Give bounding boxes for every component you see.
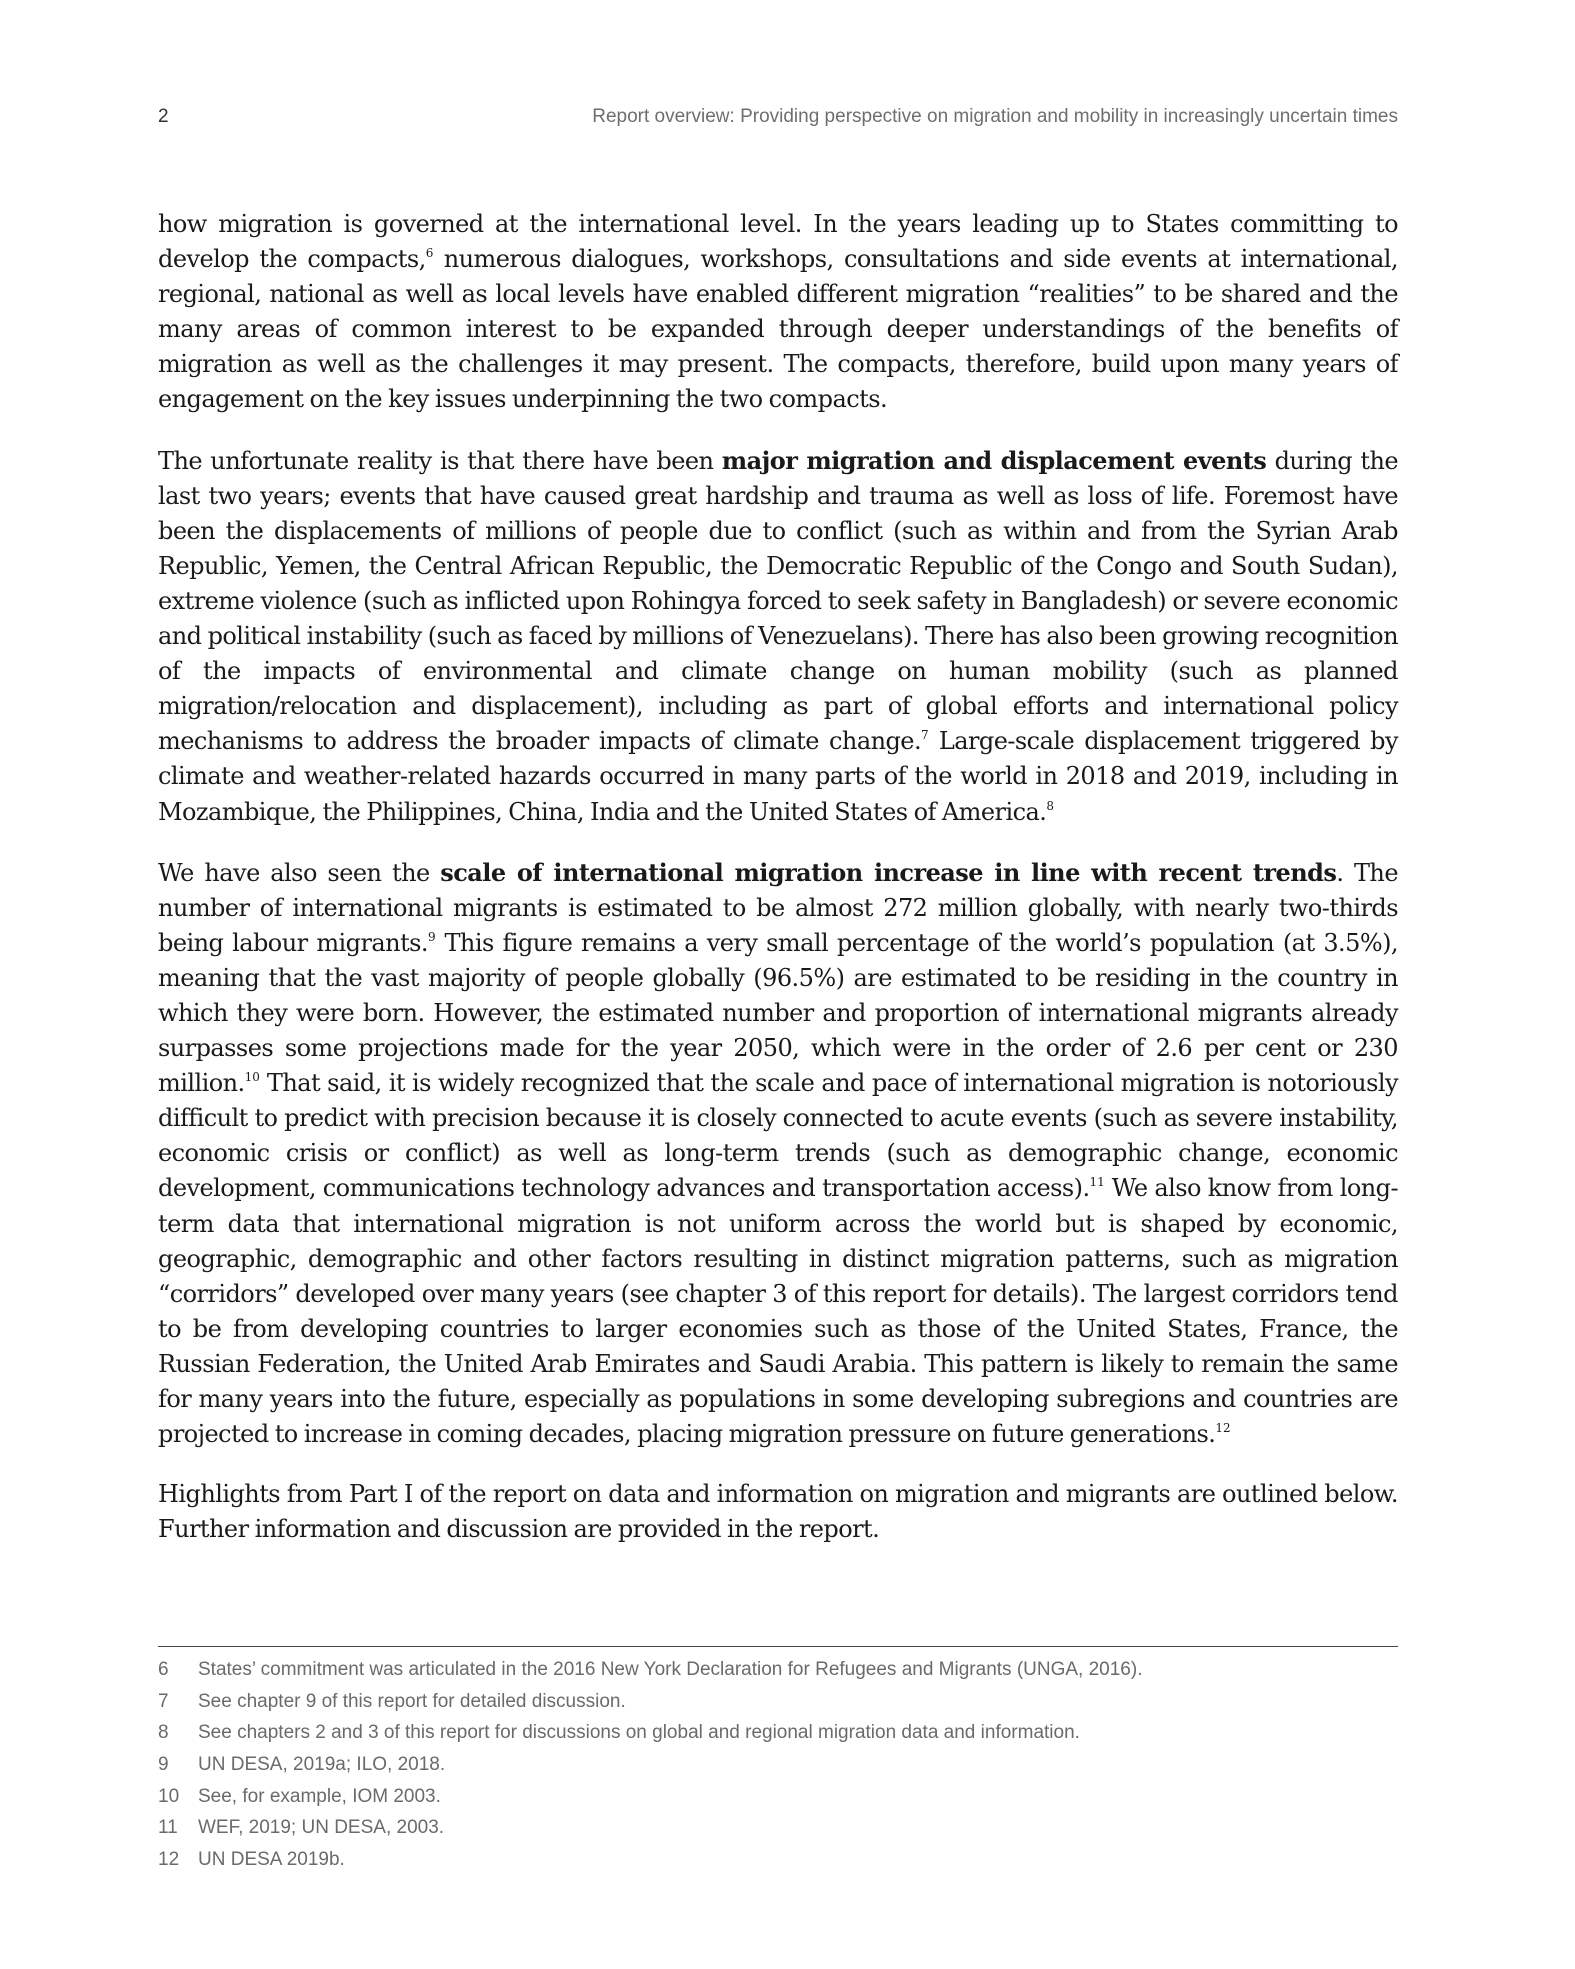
footnotes bbox=[158, 1654, 1398, 1876]
footnote-text: UN DESA 2019b. bbox=[198, 1848, 345, 1870]
footnote-divider bbox=[158, 1646, 1398, 1647]
footnote-text: See chapters 2 and 3 of this report for discussions on global and regional migration data and information. bbox=[198, 1722, 1080, 1744]
footnote-ref-9[interactable]: 9 bbox=[428, 929, 436, 944]
paragraph-1 bbox=[158, 207, 1398, 418]
footnote-text: UN DESA, 2019a; ILO, 2018. bbox=[198, 1753, 446, 1775]
text-run: This figure remains a very small percentage of the world’s population (at 3.5%), meaning that the vast majority of people globally (96.5%) are estimated to be residing in the country in which they were born. However, the estimated number and proportion of international migrants already surpasses some projections made for the year 2050, which were in the order of 2.6 per cent or 230 million. bbox=[158, 928, 1398, 1098]
footnote-ref-12[interactable]: 12 bbox=[1215, 1421, 1231, 1436]
text-run: numerous dialogues, workshops, consultations and side events at international, regional, national as well as local levels have enabled different migration “realities” to be shared and the many areas of common interest to be expanded through deeper understandings of the benefits of migration as well as the challenges it may present. The compacts, therefore, build upon many years of engagement on the key issues underpinning the two compacts. bbox=[158, 245, 1398, 414]
text-run: That said, it is widely recognized that the scale and pace of international migration is notoriously difficult to predict with precision because it is closely connected to acute events (such as severe instability, economic crisis or conflict) as well as long-term trends (such as demographic change, economic development, communications technology advances and transportation access). bbox=[158, 1069, 1398, 1203]
footnote-number: 12 bbox=[158, 1848, 180, 1870]
footnote-number: 7 bbox=[158, 1690, 169, 1712]
paragraph-2 bbox=[158, 443, 1398, 830]
text-run: how migration is governed at the international level. In the years leading up to States committing to develop the compacts, bbox=[158, 210, 1398, 274]
footnote-number: 11 bbox=[158, 1817, 178, 1839]
footnote-text: WEF, 2019; UN DESA, 2003. bbox=[198, 1817, 445, 1839]
footnote-number: 8 bbox=[158, 1722, 169, 1744]
body-text bbox=[158, 207, 1398, 1572]
footnote-number: 9 bbox=[158, 1753, 169, 1775]
page-header bbox=[158, 106, 1398, 136]
footnote-ref-8[interactable]: 8 bbox=[1046, 798, 1054, 813]
page-number: 2 bbox=[158, 106, 169, 127]
footnote-10 bbox=[158, 1781, 1398, 1813]
footnote-text: See, for example, IOM 2003. bbox=[198, 1785, 441, 1807]
footnote-ref-11[interactable]: 11 bbox=[1089, 1175, 1105, 1190]
footnote-text: See chapter 9 of this report for detailed discussion. bbox=[198, 1690, 626, 1712]
footnote-11 bbox=[158, 1812, 1398, 1844]
emphasis-major-events: major migration and displacement events bbox=[721, 445, 1267, 475]
footnote-6 bbox=[158, 1654, 1398, 1686]
paragraph-4: Highlights from Part I of the report on data and information on migration and migrants are outlined below. Further information and discussion are provided in the report. bbox=[158, 1480, 1398, 1544]
text-run: during the last two years; events that have caused great hardship and trauma as well as loss of life. Foremost have been the displacements of millions of people due to conflict (such as within and from the Syrian Arab Republic, Yemen, the Central African Republic, the Democratic Republic of the Congo and South Sudan), extreme violence (such as inflicted upon Rohingya forced to seek safety in Bangladesh) or severe economic and political instability (such as faced by millions of Venezuelans). There has also been growing recognition of the impacts of environmental and climate change on human mobility (such as planned migration/relocation and displacement), including as part of global efforts and international policy mechanisms to address the broader impacts of climate change. bbox=[158, 446, 1399, 756]
footnote-ref-7[interactable]: 7 bbox=[921, 728, 929, 743]
footnote-number: 6 bbox=[158, 1658, 169, 1680]
text-run: Large-scale displacement triggered by climate and weather-related hazards occurred in many parts of the world in 2018 and 2019, including in Mozambique, the Philippines, China, India and the United States of America. bbox=[158, 727, 1398, 826]
footnote-number: 10 bbox=[158, 1785, 180, 1807]
footnote-ref-10[interactable]: 10 bbox=[244, 1070, 260, 1085]
text-run: We have also seen the bbox=[158, 858, 441, 887]
footnote-12 bbox=[158, 1844, 1398, 1876]
running-title: Report overview: Providing perspective on migration and mobility in increasingly uncertain times bbox=[592, 106, 1398, 127]
emphasis-scale-of-migration: scale of international migration increase in line with recent trends bbox=[440, 857, 1337, 887]
footnote-8 bbox=[158, 1717, 1398, 1749]
footnote-7 bbox=[158, 1686, 1398, 1718]
text-run: . The number of international migrants is estimated to be almost 272 million globally, with nearly two-thirds being labour migrants. bbox=[158, 858, 1398, 957]
footnote-text: States’ commitment was articulated in the 2016 New York Declaration for Refugees and Migrants (UNGA, 2016). bbox=[198, 1658, 1143, 1680]
footnote-ref-6[interactable]: 6 bbox=[425, 246, 434, 261]
paragraph-3 bbox=[158, 855, 1398, 1453]
footnote-9 bbox=[158, 1749, 1398, 1781]
text-run: We also know from long-term data that international migration is not uniform across the world but is shaped by economic, geographic, demographic and other factors resulting in distinct migration patterns, such as migration “corridors” developed over many years (see chapter 3 of this report for details). The largest corridors tend to be from developing countries to larger economies such as those of the United States, France, the Russian Federation, the United Arab Emirates and Saudi Arabia. This pattern is likely to remain the same for many years into the future, especially as populations in some developing subregions and countries are projected to increase in coming decades, placing migration pressure on future generations. bbox=[158, 1174, 1399, 1449]
text-run: The unfortunate reality is that there have been bbox=[158, 446, 722, 475]
